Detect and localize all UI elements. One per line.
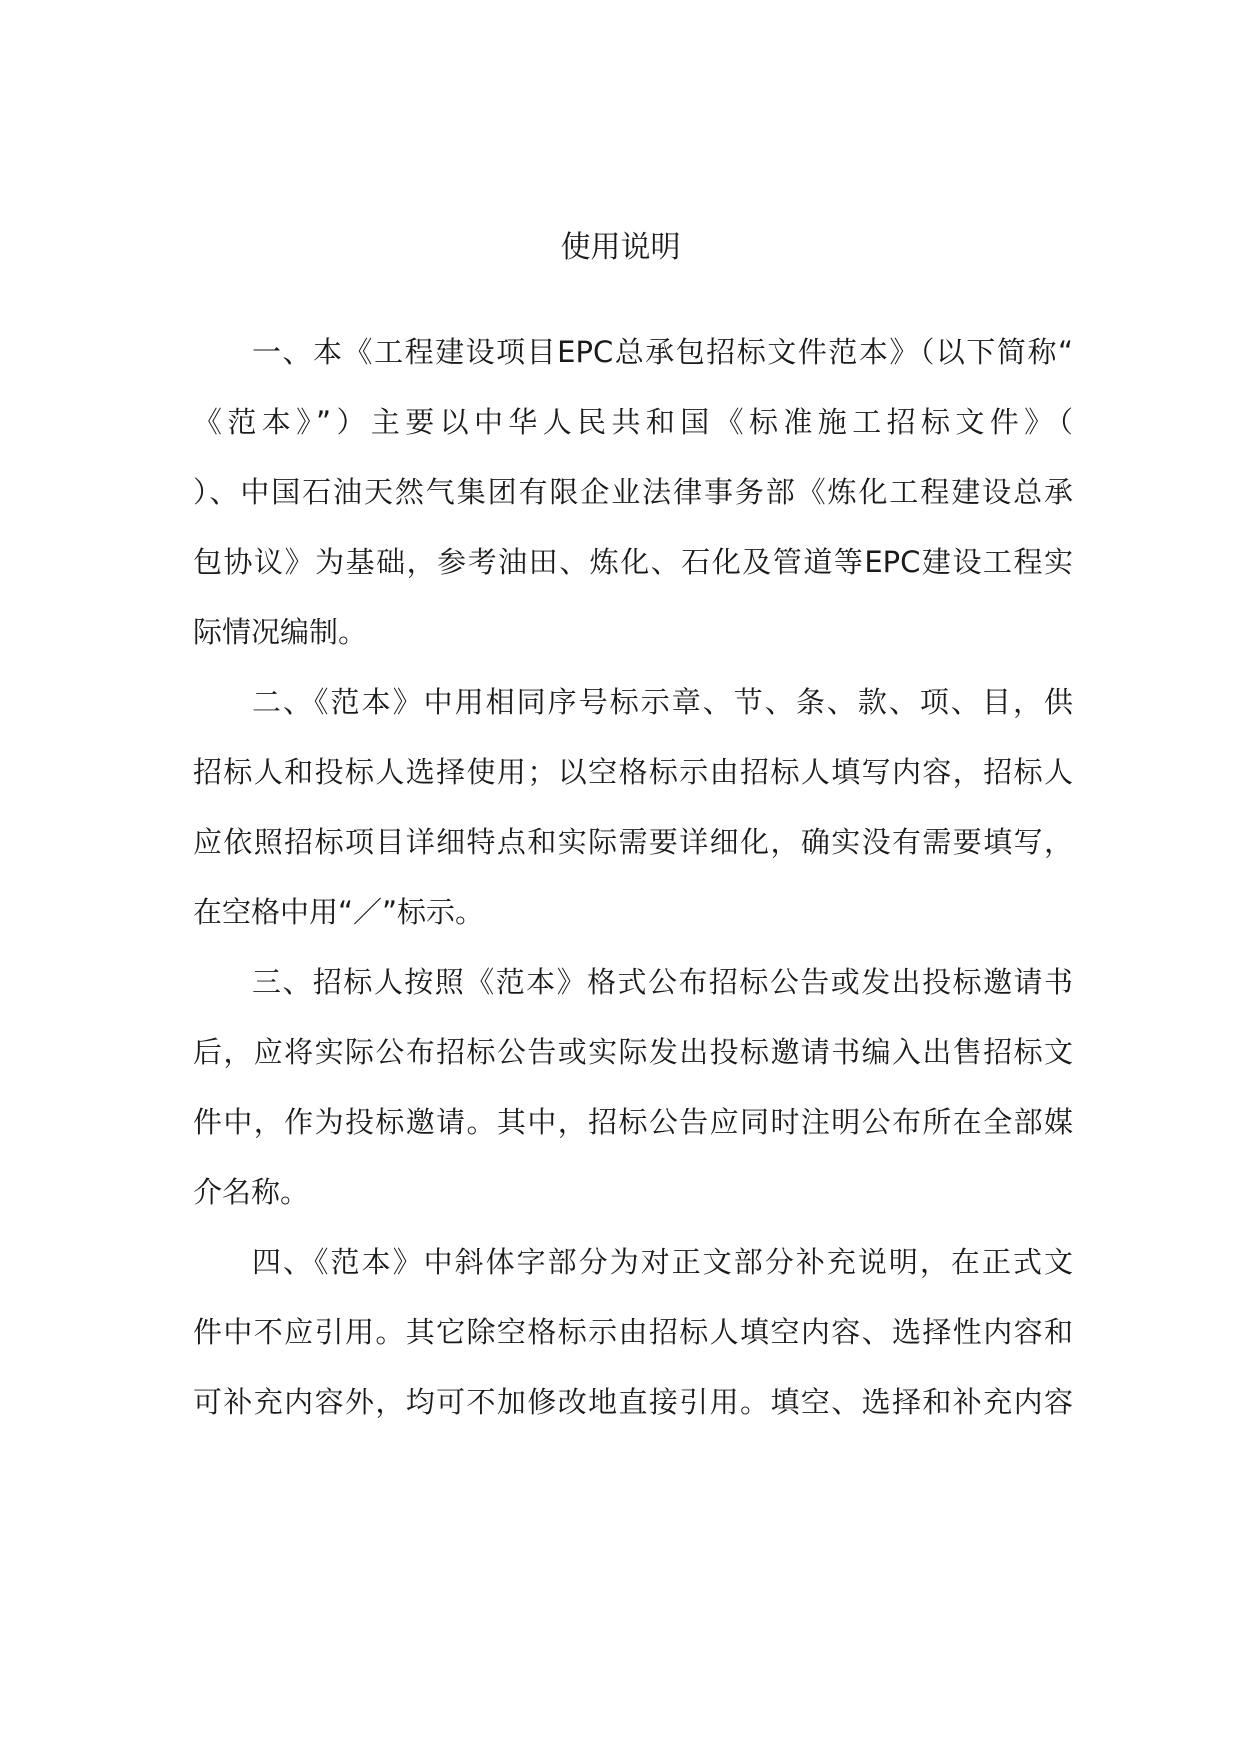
paragraph-1-line-4: 包协议》为基础，参考油田、炼化、石化及管道等EPC建设工程实 [193, 545, 1073, 579]
paragraph-3-line-4: 介名称。 [193, 1175, 310, 1209]
paragraph-2-line-3: 应依照招标项目详细特点和实际需要详细化，确实没有需要填写， [193, 825, 1073, 859]
paragraph-4-line-2: 件中不应引用。其它除空格标示由招标人填空内容、选择性内容和 [193, 1315, 1073, 1349]
paragraph-4-line-3: 可补充内容外，均可不加修改地直接引用。填空、选择和补充内容 [193, 1385, 1073, 1419]
paragraph-1-line-5: 际情况编制。 [193, 615, 368, 649]
paragraph-1-line-3: ）、中国石油天然气集团有限企业法律事务部《炼化工程建设总承 [193, 475, 1073, 509]
paragraph-2-line-1: 二、《范本》中用相同序号标示章、节、条、款、项、目，供 [252, 685, 1073, 719]
paragraph-3-line-2: 后，应将实际公布招标公告或实际发出投标邀请书编入出售招标文 [193, 1035, 1073, 1069]
page-title: 使用说明 [560, 230, 681, 265]
paragraph-2-line-4: 在空格中用“／”标示。 [193, 895, 485, 929]
paragraph-3-line-1: 三、招标人按照《范本》格式公布招标公告或发出投标邀请书 [252, 965, 1073, 999]
paragraph-1-line-1: 一、本《工程建设项目EPC总承包招标文件范本》（以下简称“ [252, 335, 1073, 369]
paragraph-3-line-3: 件中，作为投标邀请。其中，招标公告应同时注明公布所在全部媒 [193, 1105, 1073, 1139]
paragraph-1-line-2: 《范本》”）主要以中华人民共和国《标准施工招标文件》（ [193, 405, 1073, 439]
paragraph-4-line-1: 四、《范本》中斜体字部分为对正文部分补充说明，在正式文 [252, 1245, 1073, 1279]
paragraph-2-line-2: 招标人和投标人选择使用；以空格标示由招标人填写内容，招标人 [193, 755, 1073, 789]
